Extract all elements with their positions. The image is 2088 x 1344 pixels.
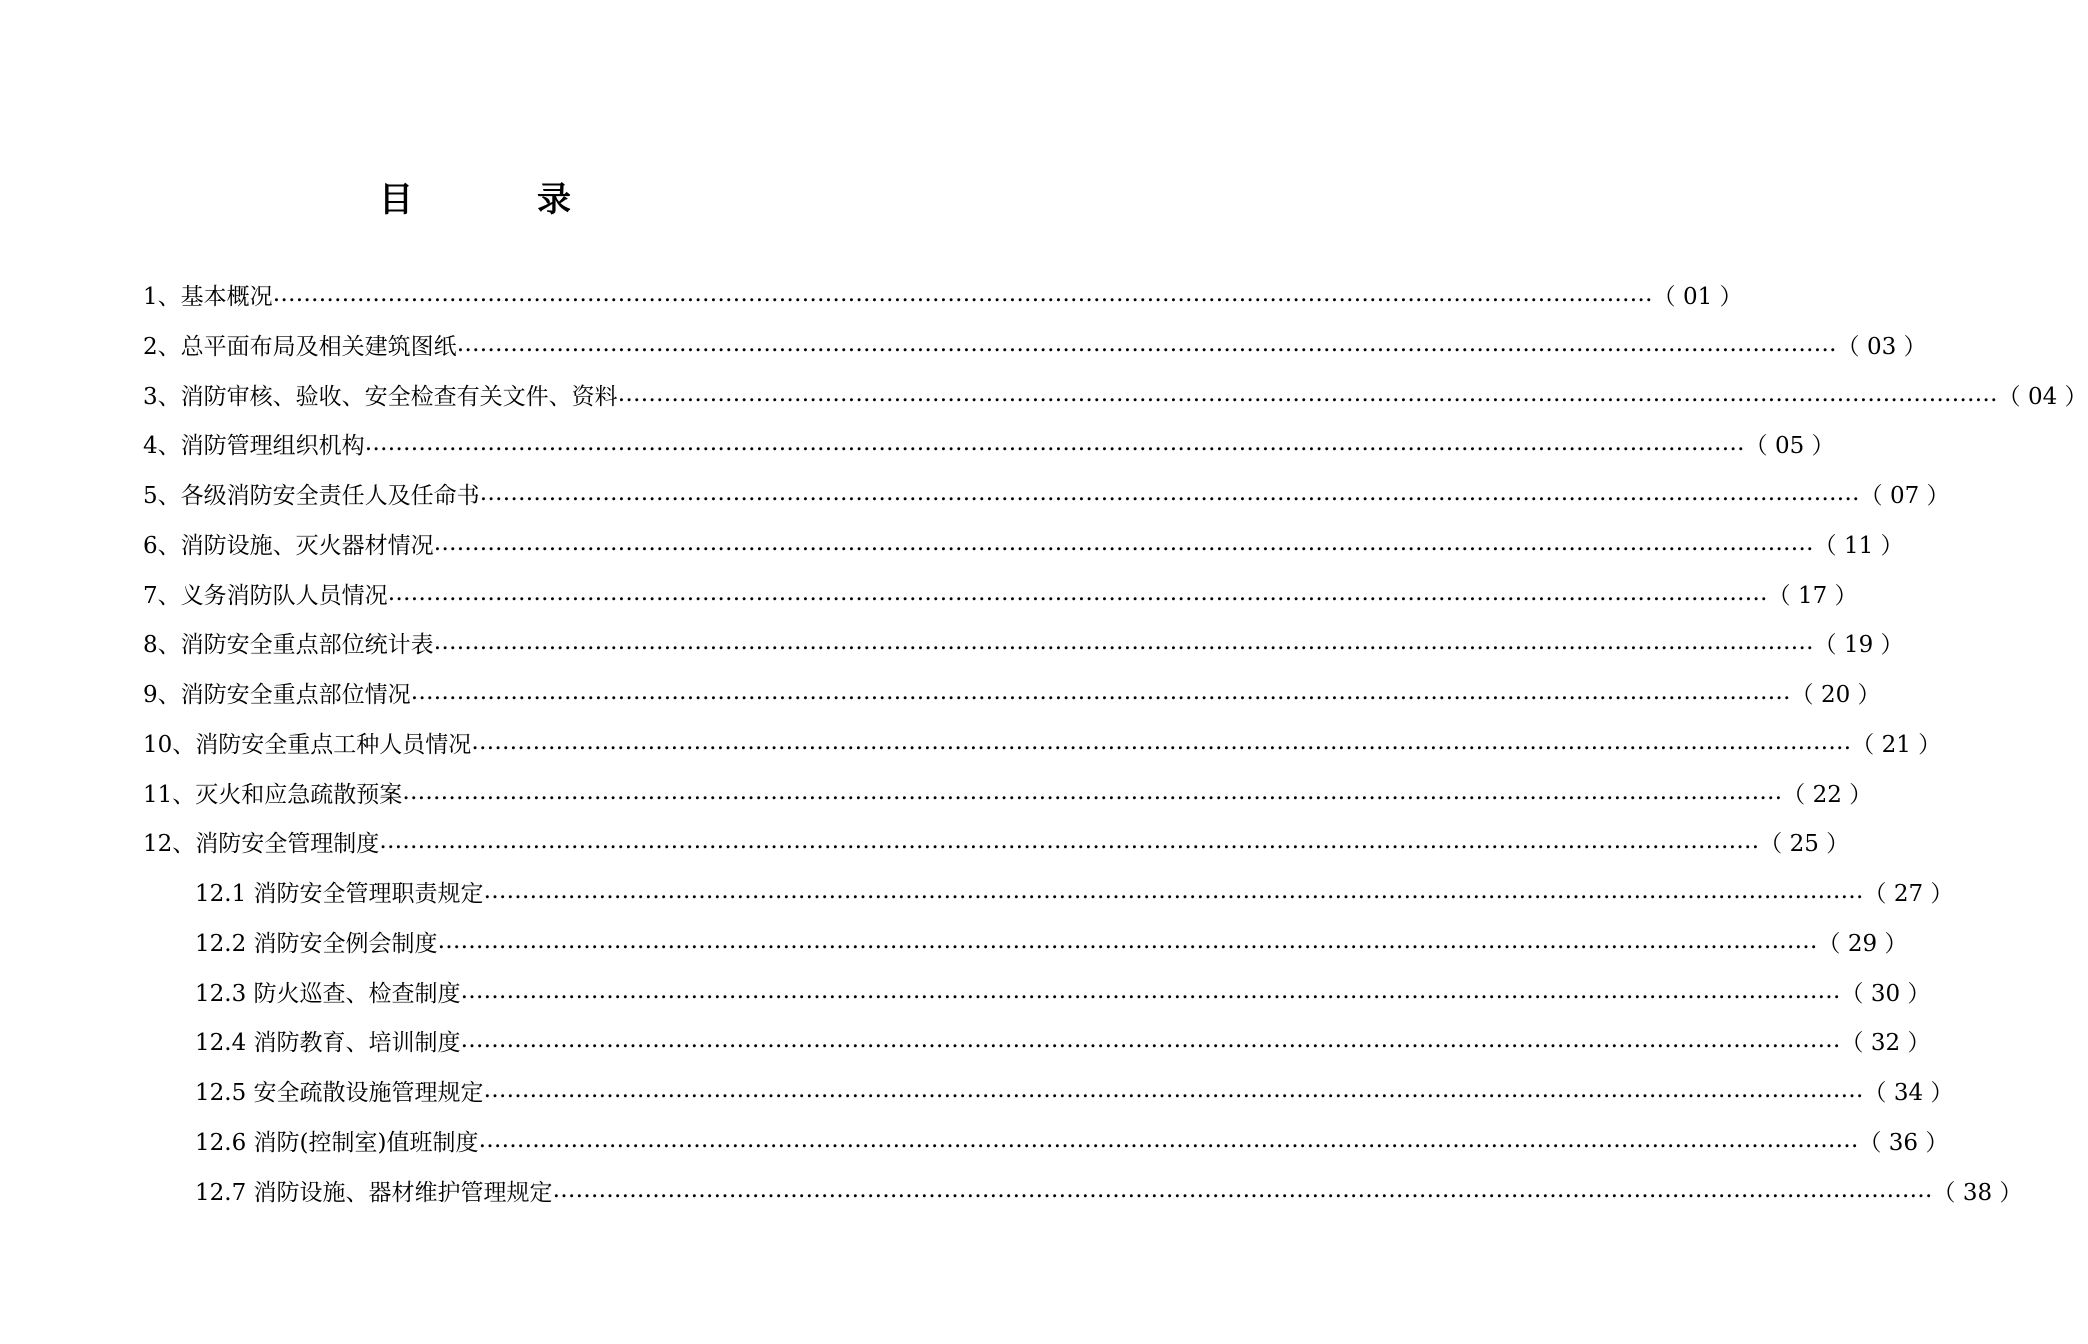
- toc-entry[interactable]: [143, 527, 1904, 559]
- toc-subentry[interactable]: [195, 875, 1954, 907]
- toc-entry[interactable]: [143, 726, 1942, 758]
- dot-leader: ………………………………………………………………………………………………………………………………………………………………: [483, 878, 1864, 904]
- toc-page-number: （ 17 ）: [1767, 582, 1858, 609]
- toc-page-number: （ 32 ）: [1840, 1029, 1931, 1056]
- toc-entry[interactable]: [143, 577, 1858, 609]
- dot-leader: ………………………………………………………………………………………………………………………………………………………………: [433, 629, 1814, 655]
- toc-page-number: （ 27 ）: [1863, 880, 1954, 907]
- dot-leader: ………………………………………………………………………………………………………………………………………………………………: [552, 1177, 1933, 1203]
- toc-entry-title: 10、消防安全重点工种人员情况: [143, 731, 472, 758]
- page-title: [0, 172, 950, 221]
- dot-leader: ………………………………………………………………………………………………………………………………………………………………: [364, 430, 1745, 456]
- toc-page-number: （ 19 ）: [1813, 631, 1904, 658]
- toc-page-number: （ 21 ）: [1851, 731, 1942, 758]
- dot-leader: ………………………………………………………………………………………………………………………………………………………………: [483, 1077, 1864, 1103]
- toc-entry-title: 12.2 消防安全例会制度: [195, 930, 438, 957]
- dot-leader: ………………………………………………………………………………………………………………………………………………………………: [460, 1027, 1841, 1053]
- toc-entry-title: 8、消防安全重点部位统计表: [143, 631, 434, 658]
- dot-leader: ………………………………………………………………………………………………………………………………………………………………: [471, 729, 1852, 755]
- dot-leader: ………………………………………………………………………………………………………………………………………………………………: [456, 331, 1837, 357]
- toc-entry-title: 2、总平面布局及相关建筑图纸: [143, 333, 457, 360]
- title-char-2: 录: [537, 180, 571, 220]
- toc-subentry[interactable]: [195, 1174, 2023, 1206]
- toc-page-number: （ 25 ）: [1759, 830, 1850, 857]
- title-char-1: 目: [379, 180, 413, 220]
- toc-page-number: （ 05 ）: [1744, 432, 1835, 459]
- toc-entry-title: 12.1 消防安全管理职责规定: [195, 880, 484, 907]
- toc-entry-title: 12、消防安全管理制度: [143, 830, 380, 857]
- toc-entry-title: 12.4 消防教育、培训制度: [195, 1029, 461, 1056]
- toc-entry-title: 4、消防管理组织机构: [143, 432, 365, 459]
- toc-page-number: （ 38 ）: [1932, 1179, 2023, 1206]
- toc-entry[interactable]: [143, 427, 1835, 459]
- toc-entry[interactable]: [143, 825, 1850, 857]
- toc-entry[interactable]: [143, 278, 1743, 310]
- dot-leader: ………………………………………………………………………………………………………………………………………………………………: [272, 281, 1653, 307]
- toc-entry-title: 12.3 防火巡查、检查制度: [195, 980, 461, 1007]
- toc-page-number: （ 29 ）: [1817, 930, 1908, 957]
- dot-leader: ………………………………………………………………………………………………………………………………………………………………: [460, 978, 1841, 1004]
- toc-entry-title: 9、消防安全重点部位情况: [143, 681, 411, 708]
- toc-entry[interactable]: [143, 776, 1873, 808]
- toc-entry-title: 6、消防设施、灭火器材情况: [143, 532, 434, 559]
- toc-entry[interactable]: [143, 477, 1950, 509]
- toc-page-number: （ 36 ）: [1858, 1129, 1949, 1156]
- toc-subentry[interactable]: [195, 975, 1931, 1007]
- toc-entry[interactable]: [143, 676, 1881, 708]
- dot-leader: ………………………………………………………………………………………………………………………………………………………………: [617, 381, 1998, 407]
- toc-entry-title: 12.5 安全疏散设施管理规定: [195, 1079, 484, 1106]
- toc-entry-title: 7、义务消防队人员情况: [143, 582, 388, 609]
- dot-leader: ………………………………………………………………………………………………………………………………………………………………: [410, 679, 1791, 705]
- toc-page-number: （ 07 ）: [1859, 482, 1950, 509]
- toc-subentry[interactable]: [195, 925, 1908, 957]
- toc-subentry[interactable]: [195, 1124, 1949, 1156]
- dot-leader: ………………………………………………………………………………………………………………………………………………………………: [433, 530, 1814, 556]
- toc-entry-title: 5、各级消防安全责任人及任命书: [143, 482, 480, 509]
- dot-leader: ………………………………………………………………………………………………………………………………………………………………: [437, 928, 1818, 954]
- toc-entry[interactable]: [143, 626, 1904, 658]
- toc-entry-title: 12.7 消防设施、器材维护管理规定: [195, 1179, 553, 1206]
- dot-leader: ………………………………………………………………………………………………………………………………………………………………: [379, 828, 1760, 854]
- toc-page-number: （ 01 ）: [1652, 283, 1743, 310]
- toc-entry[interactable]: [143, 378, 2088, 410]
- dot-leader: ………………………………………………………………………………………………………………………………………………………………: [478, 1127, 1859, 1153]
- toc-entry[interactable]: [143, 328, 1927, 360]
- toc-page-number: （ 30 ）: [1840, 980, 1931, 1007]
- toc-entry-title: 11、灭火和应急疏散预案: [143, 781, 403, 808]
- toc-entry-title: 12.6 消防(控制室)值班制度: [195, 1129, 479, 1156]
- toc-subentry[interactable]: [195, 1024, 1931, 1056]
- dot-leader: ………………………………………………………………………………………………………………………………………………………………: [479, 480, 1860, 506]
- toc-page-number: （ 04 ）: [1997, 383, 2088, 410]
- toc-page-number: （ 34 ）: [1863, 1079, 1954, 1106]
- dot-leader: ………………………………………………………………………………………………………………………………………………………………: [402, 779, 1783, 805]
- toc-entry-title: 3、消防审核、验收、安全检查有关文件、资料: [143, 383, 618, 410]
- toc-subentry[interactable]: [195, 1074, 1954, 1106]
- toc-page-number: （ 20 ）: [1790, 681, 1881, 708]
- toc-page-number: （ 11 ）: [1813, 532, 1904, 559]
- dot-leader: ………………………………………………………………………………………………………………………………………………………………: [387, 580, 1768, 606]
- toc-page-number: （ 03 ）: [1836, 333, 1927, 360]
- toc-page-number: （ 22 ）: [1782, 781, 1873, 808]
- toc-entry-title: 1、基本概况: [143, 283, 273, 310]
